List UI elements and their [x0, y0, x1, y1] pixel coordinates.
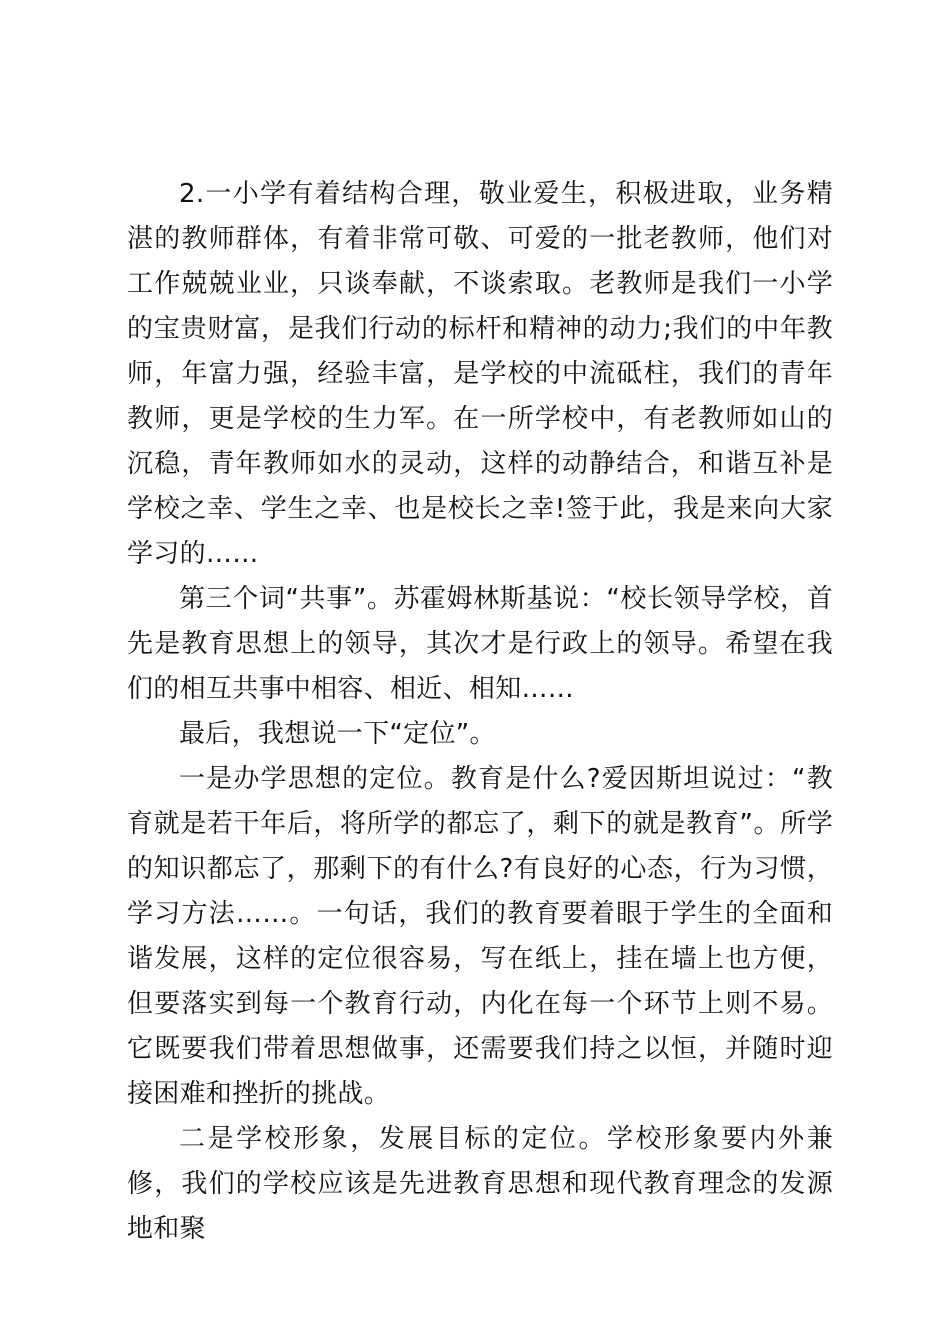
- paragraph-school-philosophy: 一是办学思想的定位。教育是什么?爱因斯坦说过：“教育就是若干年后，将所学的都忘了，剩下的就是教育”。所学的知识都忘了，那剩下的有什么?有良好的心态，行为习惯，学习方法……。一句话，我们的教育要着眼于学生的全面和谐发展，这样的定位很容易，写在纸上，挂在墙上也方便，但要落实到每一个教育行动，内化在每一个环节上则不易。它既要我们带着思想做事，还需要我们持之以恒，并随时迎接困难和挫折的挑战。: [127, 764, 833, 1109]
- document-body: [127, 172, 833, 1252]
- paragraph-working-together: 第三个词“共事”。苏霍姆林斯基说：“校长领导学校，首先是教育思想上的领导，其次才是行政上的领导。希望在我们的相互共事中相容、相近、相知……: [127, 584, 833, 704]
- paragraph-positioning-intro: 最后，我想说一下“定位”。: [179, 719, 496, 749]
- paragraph-school-image: 二是学校形象，发展目标的定位。学校形象要内外兼修，我们的学校应该是先进教育思想和现代教育理念的发源地和聚: [127, 1124, 833, 1244]
- paragraph-teacher-team: 2.一小学有着结构合理，敬业爱生，积极进取，业务精湛的教师群体，有着非常可敬、可爱的一批老教师，他们对工作兢兢业业，只谈奉献，不谈索取。老教师是我们一小学的宝贵财富，是我们行动的标杆和精神的动力;我们的中年教师，年富力强，经验丰富，是学校的中流砥柱，我们的青年教师，更是学校的生力军。在一所学校中，有老教师如山的沉稳，青年教师如水的灵动，这样的动静结合，和谐互补是学校之幸、学生之幸、也是校长之幸!签于此，我是来向大家学习的……: [127, 179, 833, 569]
